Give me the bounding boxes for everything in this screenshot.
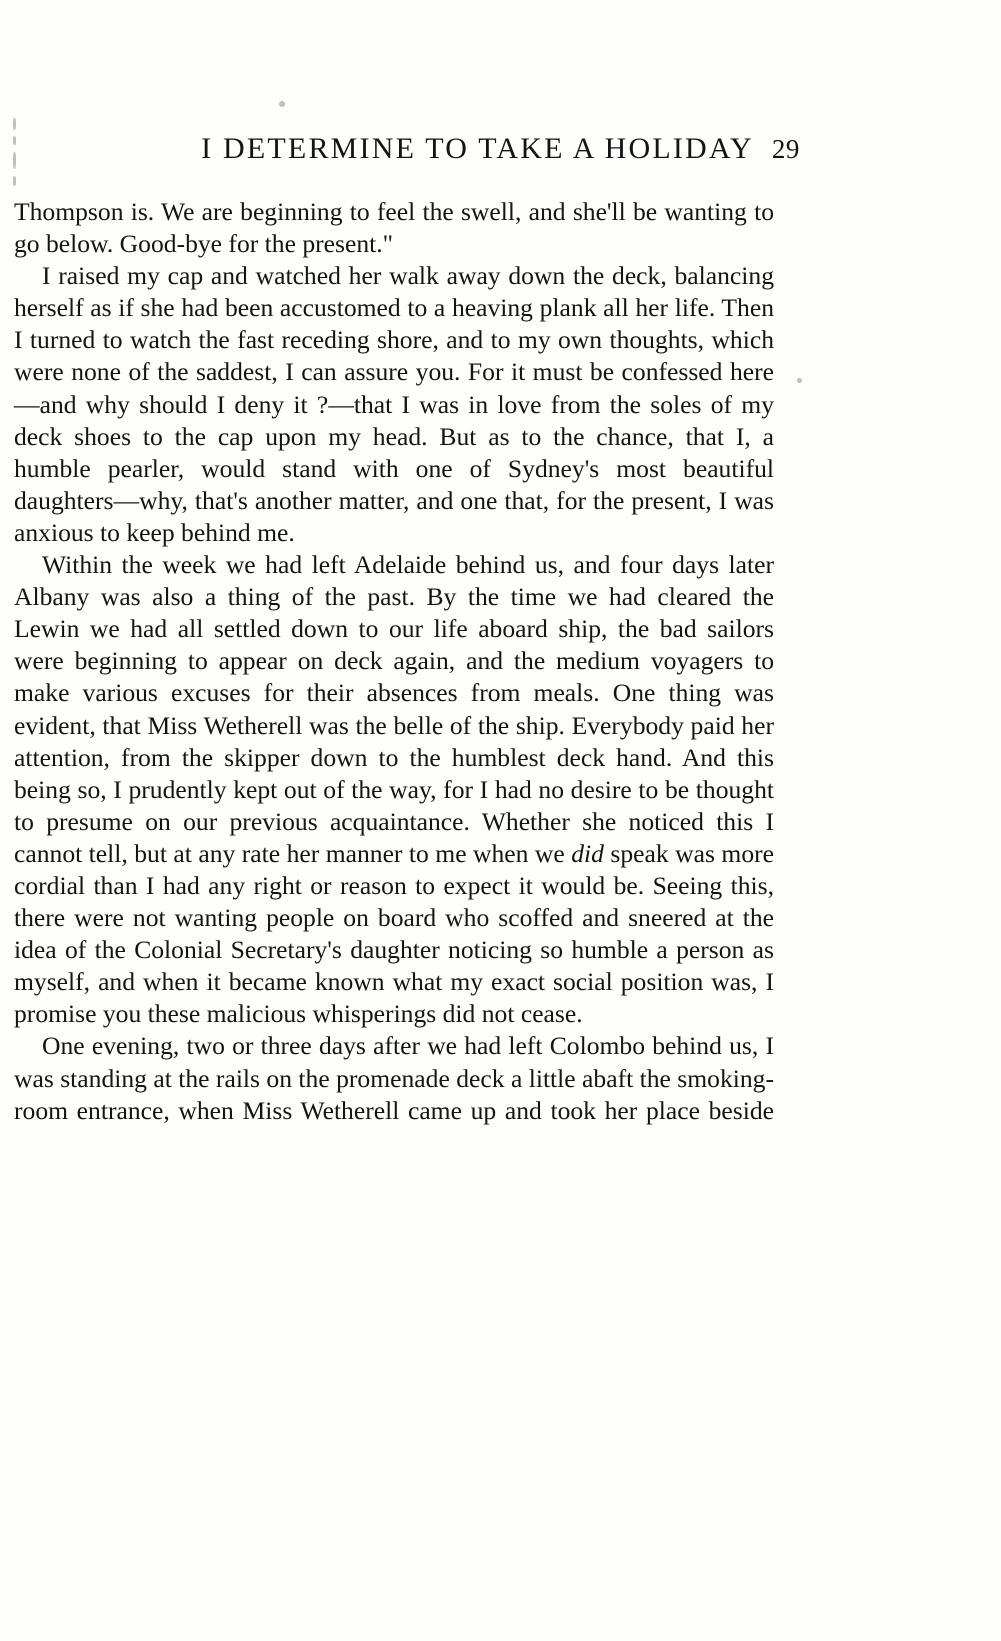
page-number: 29	[771, 134, 800, 164]
scan-speckle-icon	[13, 118, 16, 130]
paragraph-text: One evening, two or three days after we had left Colombo behind us, I was standing at the rails on the promenade deck a little abaft the smoking-room entrance, when Miss Wetherell came up and took her place beside	[14, 1031, 774, 1125]
paragraph-text: Within the week we had left Adelaide behind us, and four days later Albany was also a thing of the past. By the time we had cleared the Lewin we had all settled down to our life aboard ship, the bad sailors were beginning to appear on deck again, and the medium voyagers to make various excuses for their absences from meals. One thing was evident, that Miss Wetherell was the belle of the ship. Everybody paid her attention, from the skipper down to the humblest deck hand. And this being so, I prudently kept out of the way, for I had no desire to be thought to presume on our previous acquaintance. Whether she noticed this I cannot tell, but at any rate her manner to me when we	[14, 550, 774, 868]
scan-speckle-icon	[279, 101, 285, 107]
page-body	[14, 196, 774, 1159]
scan-speckle-icon	[797, 378, 802, 383]
paragraph	[14, 196, 774, 260]
emphasis-word: did	[571, 838, 604, 868]
page-header	[0, 132, 1001, 166]
paragraph-text-tail: speak was more cordial than I had any right or reason to expect it would be. Seeing this, there were not wanting people on board who scoffed and sneered at the idea of the Colonial Secretary's daughter noticing so humble a person as myself, and when it became known what my exact social position was, I promise you these malicious whisperings did not cease.	[14, 838, 775, 1029]
paragraph	[14, 1030, 774, 1158]
paragraph	[14, 260, 774, 549]
paragraph	[14, 549, 774, 1030]
scan-speckle-icon	[13, 176, 16, 186]
running-title: I DETERMINE TO TAKE A HOLIDAY	[201, 132, 754, 165]
paragraph-text: I raised my cap and watched her walk away down the deck, balancing herself as if she had been accustomed to a heaving plank all her life. Then I turned to watch the fast receding shore, and to my own thoughts, which were none of the saddest, I can assure you. For it must be confessed here—and why should I deny it ?—that I was in love from the soles of my deck shoes to the cap upon my head. But as to the chance, that I, a humble pearler, would stand with one of Sydney's most beautiful daughters—why, that's another matter, and one that, for the present, I was anxious to keep behind me.	[14, 261, 774, 547]
paragraph-text: Thompson is. We are beginning to feel the swell, and she'll be wanting to go below. Good-bye for the present."	[14, 197, 774, 259]
